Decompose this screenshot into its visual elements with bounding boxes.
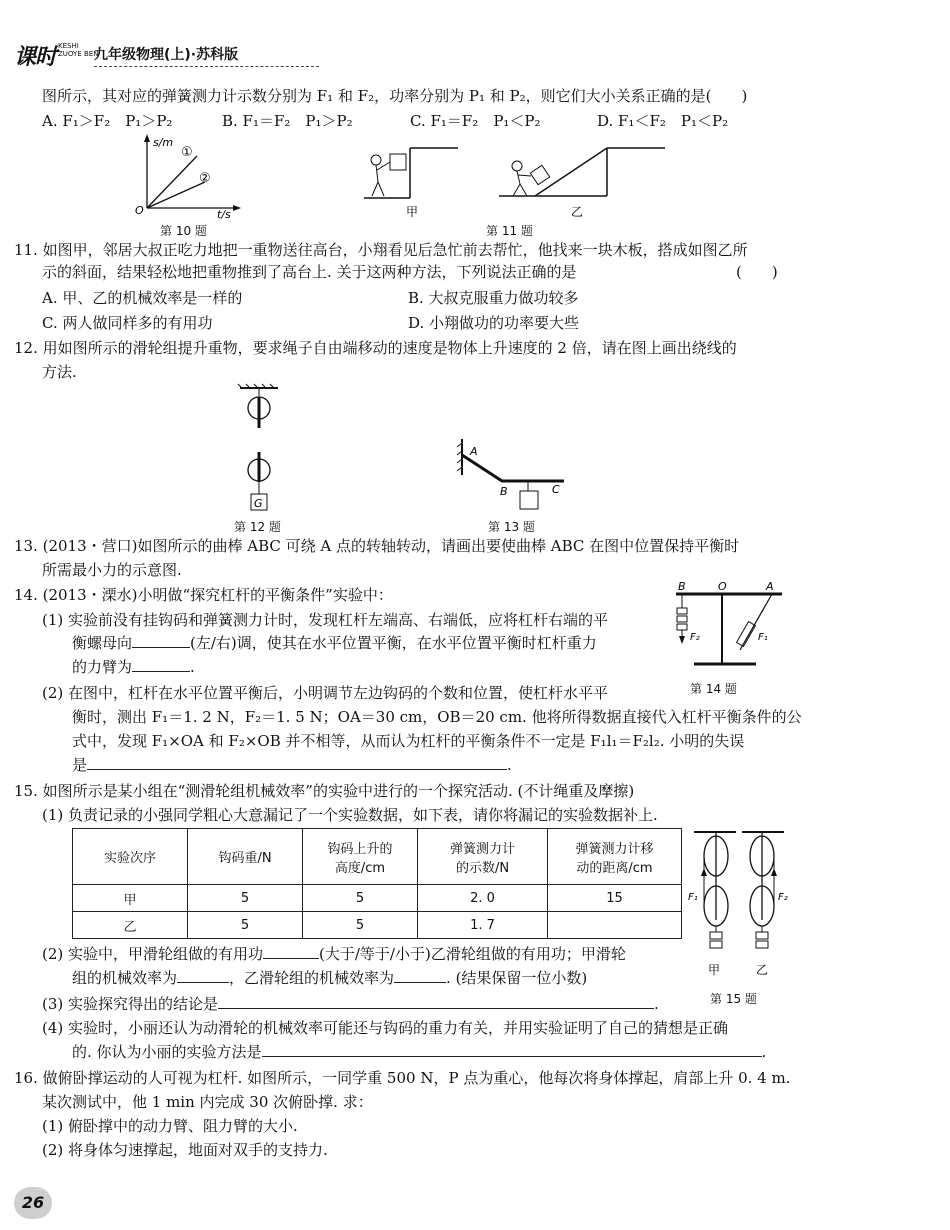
q14-p1-l1: (1) 实验前没有挂钩码和弹簧测力计时，发现杠杆左端高、右端低，应将杠杆右端的平 bbox=[42, 611, 609, 629]
q14-p2-l1: (2) 在图中，杠杆在水平位置平衡后，小明调节左边钩码的个数和位置，使杠杆水平平 bbox=[42, 684, 609, 702]
page-number: 26 bbox=[14, 1187, 52, 1219]
q14-p1-l2 bbox=[72, 633, 597, 653]
q14-p1-l2-text-b: (左/右)调，使其在水平位置平衡，在水平位置平衡时杠杆重力 bbox=[190, 634, 597, 652]
fig10-xlabel: t/s bbox=[217, 208, 231, 221]
q15-blank-conclusion[interactable] bbox=[218, 994, 654, 1009]
fig15-label-f2: F₂ bbox=[778, 892, 788, 903]
q14-p2-l2: 衡时，测出 F₁＝1. 2 N，F₂＝1. 5 N；OA＝30 cm，OB＝20 cm. 他将所得数据直接代入杠杆平衡条件的公 bbox=[72, 708, 802, 726]
table-header-cell: 钩码重/N bbox=[188, 829, 303, 885]
table-cell: 1. 7 bbox=[418, 912, 548, 939]
q16-p2: (2) 将身体匀速撑起，地面对双手的支持力. bbox=[42, 1141, 328, 1159]
q15-p4-l2-text-a: 的. 你认为小丽的实验方法是 bbox=[72, 1043, 262, 1061]
fig11b-label: 乙 bbox=[571, 205, 584, 219]
table-cell: 乙 bbox=[73, 912, 188, 939]
fig14-label-f2: F₂ bbox=[690, 632, 700, 643]
fig11a-head bbox=[371, 155, 381, 165]
fig15-label-b: 乙 bbox=[756, 963, 769, 977]
q16-line2: 某次测试中，他 1 min 内完成 30 次俯卧撑. 求： bbox=[42, 1093, 373, 1111]
q15-blank-efficiency-b[interactable] bbox=[394, 968, 446, 983]
fig10-origin: O bbox=[135, 204, 144, 217]
q14-blank-mistake[interactable] bbox=[87, 755, 507, 770]
page-header bbox=[14, 38, 934, 72]
q11-option-c: C. 两人做同样多的有用功 bbox=[42, 314, 213, 332]
table-row bbox=[73, 912, 682, 939]
q15-line1: 15. 如图所示是某小组在“测滑轮组机械效率”的实验中进行的一个探究活动. (不计绳重及摩擦) bbox=[14, 782, 635, 800]
table-cell: 5 bbox=[303, 885, 418, 912]
table-cell-blank[interactable] bbox=[548, 912, 682, 939]
q13-line2: 所需最小力的示意图. bbox=[42, 561, 182, 579]
fig13-rod bbox=[462, 455, 564, 481]
table-cell: 5 bbox=[303, 912, 418, 939]
q14-p1-l2-text-a: 衡螺母向 bbox=[72, 634, 133, 652]
q14-p1-l3 bbox=[72, 657, 195, 677]
q11-line1: 11. 如图甲，邻居大叔正吃力地把一重物送往高台，小翔看见后急忙前去帮忙，他找来一块木板，搭成如图乙所 bbox=[14, 241, 748, 259]
q11-line2: 示的斜面，结果轻松地把重物推到了高台上. 关于这两种方法，下列说法正确的是 bbox=[42, 263, 577, 281]
fig11a-body bbox=[372, 162, 390, 196]
q11-option-d: D. 小翔做功的功率要大些 bbox=[408, 314, 580, 332]
q14-p1-l3-text-b: . bbox=[190, 658, 195, 676]
table-header-row bbox=[73, 829, 682, 885]
fig11b-ramp bbox=[535, 148, 607, 196]
fig10-caption: 第 10 题 bbox=[160, 224, 207, 238]
q10-option-d: D. F₁＜F₂ P₁＜P₂ bbox=[597, 112, 729, 130]
fig11b-body bbox=[513, 171, 531, 196]
fig10-line2-label: ② bbox=[199, 171, 211, 186]
fig15a-weight-1 bbox=[710, 932, 722, 939]
q15-p2-l2 bbox=[72, 968, 587, 988]
table-header-cell: 弹簧测力计 的示数/N bbox=[418, 829, 548, 885]
table-header-cell: 弹簧测力计移 动的距离/cm bbox=[548, 829, 682, 885]
q12-line1: 12. 用如图所示的滑轮组提升重物，要求绳子自由端移动的速度是物体上升速度的 2 倍，请在图上画出绕线的 bbox=[14, 339, 737, 357]
fig14-weight-2 bbox=[677, 616, 687, 622]
fig10-line-2 bbox=[147, 182, 205, 208]
fig15b-weight-2 bbox=[756, 941, 768, 948]
q12-line2: 方法. bbox=[42, 363, 77, 381]
fig10-x-arrow bbox=[233, 205, 241, 211]
q10-option-b: B. F₁＝F₂ P₁＞P₂ bbox=[222, 112, 353, 130]
q15-p2-l1-text-b: (大于/等于/小于)乙滑轮组做的有用功；甲滑轮 bbox=[319, 945, 626, 963]
q10-stem: 图所示，其对应的弹簧测力计示数分别为 F₁ 和 F₂，功率分别为 P₁ 和 P₂，则它们大小关系正确的是( ) bbox=[42, 87, 748, 105]
q15-blank-efficiency-a[interactable] bbox=[177, 968, 229, 983]
q14-p2-l3: 式中，发现 F₁×OA 和 F₂×OB 并不相等，从而认为杠杆的平衡条件不一定是 F₁l₁＝F₂l₂. 小明的失误 bbox=[72, 732, 745, 750]
q15-p2-l2-text-c: . (结果保留一位小数) bbox=[446, 969, 588, 987]
table-header-cell: 钩码上升的 高度/cm bbox=[303, 829, 418, 885]
fig13-label-a: A bbox=[470, 445, 478, 458]
q16-line1: 16. 做俯卧撑运动的人可视为杠杆. 如图所示，一同学重 500 N，P 点为重心，他每次将身体撑起，肩部上升 0. 4 m. bbox=[14, 1069, 791, 1087]
q15-p3-text-b: . bbox=[654, 995, 659, 1013]
fig11a-lifting bbox=[360, 140, 460, 220]
q11-option-a: A. 甲、乙的机械效率是一样的 bbox=[42, 289, 243, 307]
fig13-bent-rod bbox=[452, 435, 582, 525]
q10-option-a: A. F₁＞F₂ P₁＞P₂ bbox=[42, 112, 173, 130]
q15-p1: (1) 负责记录的小强同学粗心大意漏记了一个实验数据，如下表，请你将漏记的实验数据补上. bbox=[42, 806, 658, 824]
q13-line1: 13. (2013・营口)如图所示的曲棒 ABC 可绕 A 点的转轴转动，请画出要使曲棒 ABC 在图中位置保持平衡时 bbox=[14, 537, 740, 555]
q15-p2-l1 bbox=[42, 944, 626, 964]
q14-p2-l4-text-b: . bbox=[507, 756, 512, 774]
fig14-weight-1 bbox=[677, 608, 687, 614]
q16-p1: (1) 俯卧撑中的动力臂、阻力臂的大小. bbox=[42, 1117, 298, 1135]
q15-p2-l1-text-a: (2) 实验中，甲滑轮组做的有用功 bbox=[42, 945, 264, 963]
brand-logo: 课时 bbox=[14, 45, 57, 70]
fig13-label-c: C bbox=[552, 483, 560, 496]
q15-blank-useful-work[interactable] bbox=[263, 944, 319, 959]
fig14-label-o: O bbox=[718, 580, 727, 593]
q15-p2-l2-text-a: 组的机械效率为 bbox=[72, 969, 178, 987]
q14-p1-l3-text-a: 的力臂为 bbox=[72, 658, 133, 676]
fig10-line-1 bbox=[147, 156, 197, 208]
book-title: 九年级物理(上)·苏科版 bbox=[94, 47, 239, 63]
fig11a-box bbox=[390, 154, 406, 170]
fig11b-incline bbox=[495, 140, 670, 220]
table-cell: 5 bbox=[188, 885, 303, 912]
q15-p4-l1: (4) 实验时，小丽还认为动滑轮的机械效率可能还与钩码的重力有关，并用实验证明了自己的猜想是正确 bbox=[42, 1019, 729, 1037]
fig15a-force-arrow bbox=[701, 868, 707, 876]
fig12-caption: 第 12 题 bbox=[234, 520, 281, 534]
fig14-caption: 第 14 题 bbox=[690, 682, 737, 696]
fig11b-box bbox=[530, 165, 549, 184]
fig15-label-a: 甲 bbox=[708, 963, 721, 977]
q14-blank-direction[interactable] bbox=[132, 633, 190, 648]
fig10-line1-label: ① bbox=[181, 145, 193, 160]
fig13-caption: 第 13 题 bbox=[488, 520, 535, 534]
fig13-weight bbox=[520, 491, 538, 509]
q14-p2-l4 bbox=[72, 755, 512, 775]
brand-logo-subtext: KESHI ZUOYE BEN bbox=[58, 42, 99, 58]
fig14-spring-scale bbox=[737, 622, 756, 647]
fig13-label-b: B bbox=[500, 485, 508, 498]
fig11a-label: 甲 bbox=[406, 205, 419, 219]
fig11-caption: 第 11 题 bbox=[486, 224, 533, 238]
fig14-weight-3 bbox=[677, 624, 687, 630]
fig11b-head bbox=[512, 161, 522, 171]
table-cell: 15 bbox=[548, 885, 682, 912]
fig10-y-arrow bbox=[144, 134, 150, 142]
q11-option-b: B. 大叔克服重力做功较多 bbox=[408, 289, 579, 307]
q10-option-c: C. F₁＝F₂ P₁＜P₂ bbox=[410, 112, 541, 130]
fig15b-force-arrow bbox=[771, 868, 777, 876]
fig14-label-a: A bbox=[766, 580, 774, 593]
q14-p2-l4-text-a: 是 bbox=[72, 756, 88, 774]
header-divider bbox=[94, 66, 319, 67]
fig12-pulley bbox=[230, 382, 290, 522]
q14-blank-arm[interactable] bbox=[132, 657, 190, 672]
q15-blank-method[interactable] bbox=[262, 1042, 762, 1057]
table-cell: 5 bbox=[188, 912, 303, 939]
fig15b-weight-1 bbox=[756, 932, 768, 939]
table-header-cell: 实验次序 bbox=[73, 829, 188, 885]
fig15-pulley-systems bbox=[686, 828, 792, 988]
fig14-label-b: B bbox=[678, 580, 686, 593]
q14-line1: 14. (2013・溧水)小明做“探究杠杆的平衡条件”实验中： bbox=[14, 586, 393, 604]
fig14-force2-arrow bbox=[679, 636, 685, 644]
q11-answer-paren: ( ) bbox=[736, 263, 778, 281]
fig15a-weight-2 bbox=[710, 941, 722, 948]
q15-data-table bbox=[72, 828, 682, 939]
q15-p2-l2-text-b: ，乙滑轮组的机械效率为 bbox=[229, 969, 395, 987]
table-cell: 2. 0 bbox=[418, 885, 548, 912]
q15-p4-l2 bbox=[72, 1042, 766, 1062]
fig15-caption: 第 15 题 bbox=[710, 992, 757, 1006]
fig14-lever bbox=[660, 578, 790, 693]
table-row bbox=[73, 885, 682, 912]
q10-options bbox=[42, 110, 912, 130]
fig15-label-f1: F₁ bbox=[688, 892, 698, 903]
fig10-ylabel: s/m bbox=[153, 136, 174, 149]
fig14-label-f1: F₁ bbox=[758, 632, 768, 643]
table-cell: 甲 bbox=[73, 885, 188, 912]
q15-p4-l2-text-b: . bbox=[761, 1043, 767, 1061]
fig12-weight-label: G bbox=[254, 497, 263, 510]
q15-p3 bbox=[42, 994, 659, 1014]
q15-p3-text-a: (3) 实验探究得出的结论是 bbox=[42, 995, 219, 1013]
